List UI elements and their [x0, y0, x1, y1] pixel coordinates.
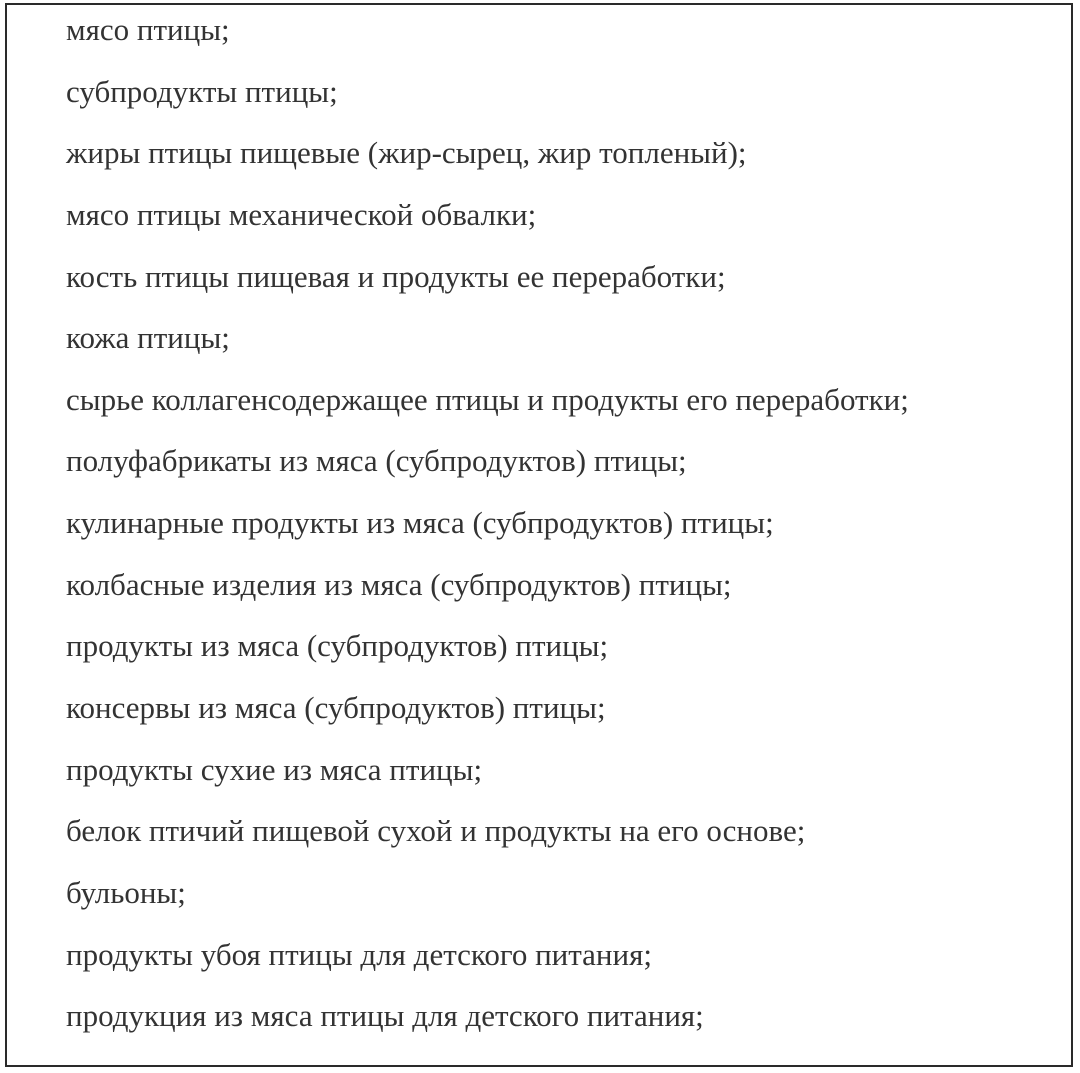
list-item: кулинарные продукты из мяса (субпродуктов) птицы;: [66, 505, 774, 541]
list-item: кость птицы пищевая и продукты ее переработки;: [66, 258, 726, 294]
list-item: жиры птицы пищевые (жир-сырец, жир топленый);: [66, 135, 747, 171]
list-item: мясо птицы;: [66, 12, 230, 47]
list-item: белок птичий пищевой сухой и продукты на его основе;: [66, 813, 806, 849]
list-item: субпродукты птицы;: [66, 73, 338, 109]
list-item: продукция из мяса птицы для детского питания;: [66, 998, 704, 1034]
list-item: бульоны;: [66, 874, 186, 910]
list-item: продукты из мяса (субпродуктов) птицы;: [66, 628, 609, 664]
list-item: продукты сухие из мяса птицы;: [66, 751, 483, 787]
document-frame: [5, 3, 1073, 1067]
list-item: колбасные изделия из мяса (субпродуктов) птицы;: [66, 566, 732, 602]
list-item: продукты убоя птицы для детского питания;: [66, 936, 652, 972]
product-list: [66, 14, 1065, 1062]
list-item: кожа птицы;: [66, 320, 230, 356]
list-item: мясо птицы механической обвалки;: [66, 196, 537, 232]
list-item: консервы из мяса (субпродуктов) птицы;: [66, 690, 606, 726]
list-item: полуфабрикаты из мяса (субпродуктов) птицы;: [66, 443, 687, 479]
list-item: сырье коллагенсодержащее птицы и продукты его переработки;: [66, 381, 909, 417]
